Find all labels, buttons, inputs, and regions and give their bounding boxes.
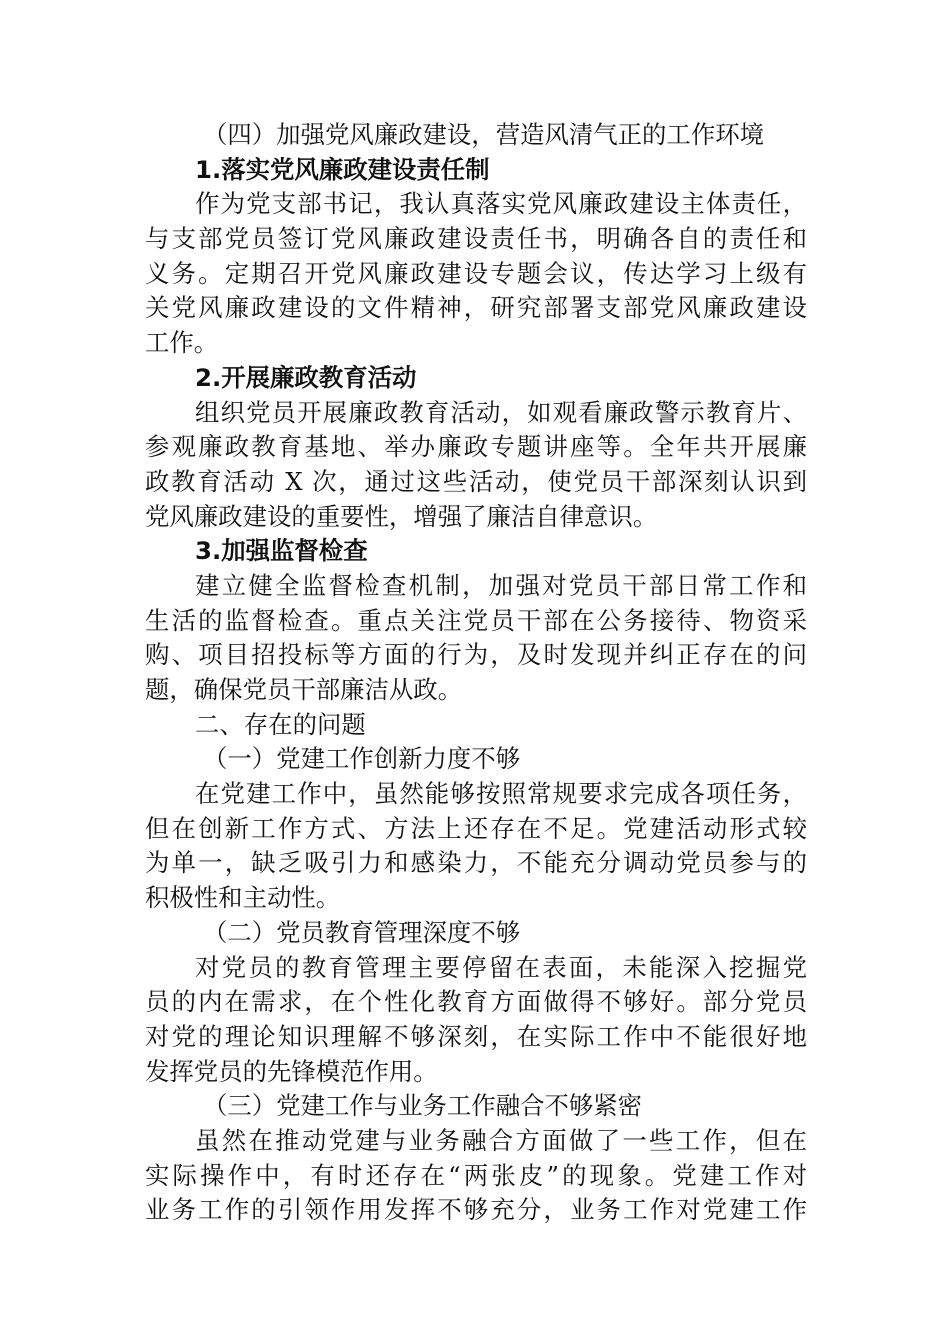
paragraph-line: 关党风廉政建设的文件精神，研究部署支部党风廉政建设 <box>145 293 807 323</box>
paragraph-line: 为单一，缺乏吸引力和感染力，不能充分调动党员参与的 <box>145 848 807 878</box>
section-heading: 二、存在的问题 <box>195 709 366 739</box>
paragraph-line: 业务工作的引领作用发挥不够充分，业务工作对党建工作 <box>145 1195 807 1225</box>
paragraph-line: 在党建工作中，虽然能够按照常规要求完成各项任务， <box>195 779 807 809</box>
subsection-heading-two: （二）党员教育管理深度不够 <box>203 917 521 947</box>
paragraph-line: 实际操作中，有时还存在“两张皮”的现象。党建工作对 <box>145 1160 807 1190</box>
paragraph-line: 党风廉政建设的重要性，增强了廉洁自律意识。 <box>145 501 658 531</box>
paragraph-line: 购、项目招投标等方面的行为，及时发现并纠正存在的问 <box>145 640 807 670</box>
paragraph-line: 发挥党员的先锋模范作用。 <box>145 1056 438 1086</box>
subsection-heading-three: （三）党建工作与业务工作融合不够紧密 <box>203 1091 643 1121</box>
subsection-heading-one: （一）党建工作创新力度不够 <box>203 744 521 774</box>
paragraph-line: 组织党员开展廉政教育活动，如观看廉政警示教育片、 <box>195 397 807 427</box>
item-heading-2: 2.开展廉政教育活动 <box>195 362 417 392</box>
item-heading-1: 1.落实党风廉政建设责任制 <box>195 154 490 184</box>
paragraph-line: 积极性和主动性。 <box>145 883 341 913</box>
subsection-heading-four: （四）加强党风廉政建设，营造风清气正的工作环境 <box>203 120 764 149</box>
paragraph-line: 题，确保党员干部廉洁从政。 <box>145 675 463 704</box>
paragraph-line: 工作。 <box>145 328 219 358</box>
paragraph-line: 参观廉政教育基地、举办廉政专题讲座等。全年共开展廉 <box>145 432 807 462</box>
paragraph-line: 政教育活动 X 次，通过这些活动，使党员干部深刻认识到 <box>145 466 807 496</box>
document-page <box>145 118 807 1228</box>
paragraph-line: 对党员的教育管理主要停留在表面，未能深入挖掘党 <box>195 952 807 982</box>
paragraph-line: 义务。定期召开党风廉政建设专题会议，传达学习上级有 <box>145 258 807 288</box>
paragraph-line: 与支部党员签订党风廉政建设责任书，明确各自的责任和 <box>145 224 807 254</box>
paragraph-line: 对党的理论知识理解不够深刻，在实际工作中不能很好地 <box>145 1021 807 1051</box>
paragraph-line: 作为党支部书记，我认真落实党风廉政建设主体责任， <box>195 189 807 219</box>
paragraph-line: 但在创新工作方式、方法上还存在不足。党建活动形式较 <box>145 813 807 843</box>
paragraph-line: 员的内在需求，在个性化教育方面做得不够好。部分党员 <box>145 987 807 1017</box>
item-heading-3: 3.加强监督检查 <box>195 536 368 566</box>
paragraph-line: 生活的监督检查。重点关注党员干部在公务接待、物资采 <box>145 605 807 635</box>
paragraph-line: 建立健全监督检查机制，加强对党员干部日常工作和 <box>195 570 807 600</box>
paragraph-line: 虽然在推动党建与业务融合方面做了一些工作，但在 <box>195 1125 807 1155</box>
